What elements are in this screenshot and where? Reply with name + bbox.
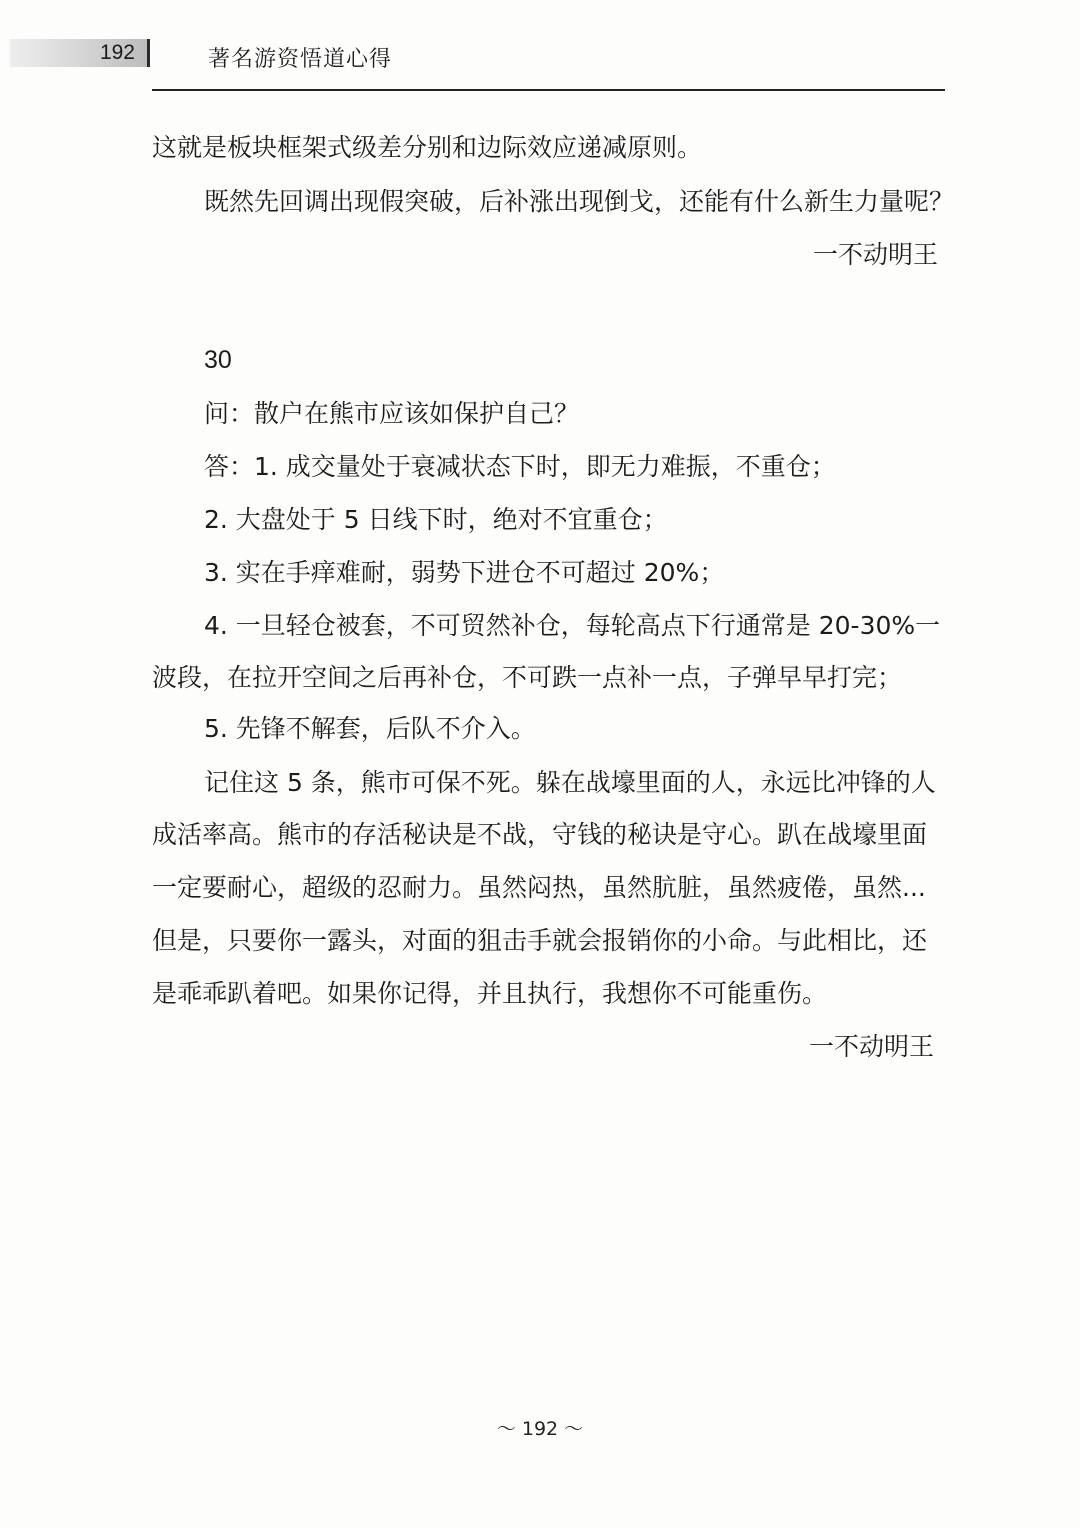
paragraph-line-3: 一定要耐心，超级的忍耐力。虽然闷热，虽然肮脏，虽然疲倦，虽然... [152,873,926,902]
signature-1: 一不动明王 [812,240,938,269]
text-line-1: 这就是板块框架式级差分别和边际效应递减原则。 [152,133,703,162]
answer-item-3: 3. 实在手痒难耐，弱势下进仓不可超过 20%； [204,558,725,587]
answer-item-1: 答：1. 成交量处于衰减状态下时，即无力难振，不重仓； [204,452,836,481]
question-line: 问：散户在熊市应该如保护自己？ [204,399,580,428]
paragraph-line-4: 但是，只要你一露头，对面的狙击手就会报销你的小命。与此相比，还 [152,926,928,955]
header-divider [152,89,945,91]
header-page-number: 192 [99,41,135,64]
section-number: 30 [204,346,232,374]
book-title: 著名游资悟道心得 [208,47,393,72]
answer-item-2: 2. 大盘处于 5 日线下时，绝对不宜重仓； [204,505,668,534]
answer-item-4-line-1: 4. 一旦轻仓被套，不可贸然补仓，每轮高点下行通常是 20-30%一 [204,611,941,640]
signature-2: 一不动明王 [808,1032,934,1061]
answer-item-4-line-2: 波段，在拉开空间之后再补仓，不可跌一点补一点，子弹早早打完； [152,663,903,692]
footer-page-number: ～ 192 ～ [496,1418,584,1440]
paragraph-line-2: 成活率高。熊市的存活秘诀是不战，守钱的秘诀是守心。趴在战壕里面 [152,820,928,849]
paragraph-line-1: 记住这 5 条，熊市可保不死。躲在战壕里面的人，永远比冲锋的人 [204,768,936,797]
answer-item-5: 5. 先锋不解套，后队不介入。 [204,714,536,743]
text-line-2: 既然先回调出现假突破，后补涨出现倒戈，还能有什么新生力量呢？ [204,187,955,216]
paragraph-line-5: 是乖乖趴着吧。如果你记得，并且执行，我想你不可能重伤。 [152,979,828,1008]
page-number-badge [10,39,150,67]
